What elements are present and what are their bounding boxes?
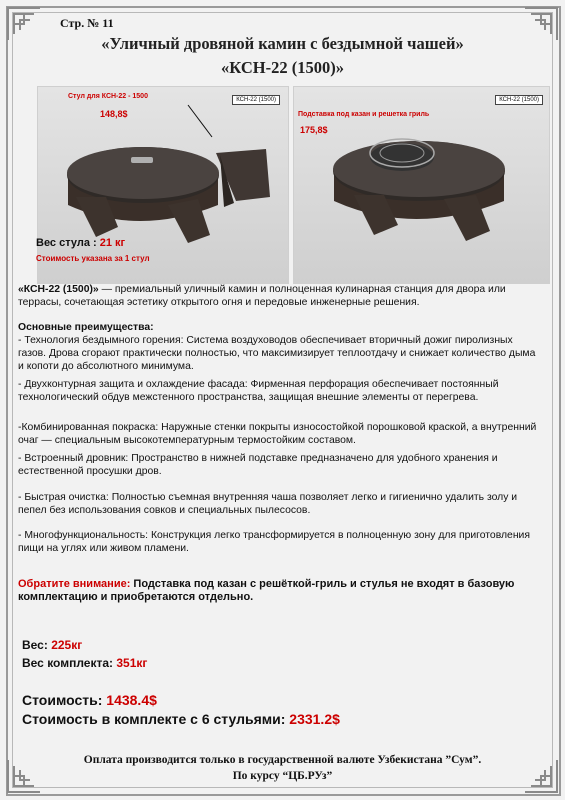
price-label: Стоимость: <box>22 692 107 708</box>
chair-price-note: Стоимость указана за 1 стул <box>36 254 150 263</box>
notice <box>18 578 543 604</box>
price <box>22 692 157 708</box>
chair-weight-value: 21 кг <box>99 237 126 249</box>
page-subtitle: «КСН-22 (1500)» <box>221 58 344 77</box>
model-box: КСН-22 (1500) <box>495 95 543 105</box>
chair-price: 148,8$ <box>100 109 128 119</box>
page-title: «Уличный дровяной камин с бездымной чашей» <box>101 34 464 53</box>
advantage-item: -Комбинированная покраска: Наружные стенки покрыты износостойкой порошковой краской, а внутренний очаг — специальным высокотемпературным термостойким составом. <box>18 422 537 446</box>
page-number: Стр. № 11 <box>60 16 114 30</box>
chair-weight-label: Вес стула : <box>36 237 100 249</box>
payment-note: Оплата производится только в государственной валюте Узбекистана ”Сум”. <box>83 754 482 766</box>
advantage-item: - Технология бездымного горения: Система воздуховодов обеспечивает вторичный дожиг пиролизных газов. Дрова сгорают практически полностью, что максимизирует теплоотдачу и снижает количество дыма и копоти до абсолютного минимума. <box>18 335 536 372</box>
intro-paragraph <box>18 283 543 309</box>
notice-label: Обратите внимание: <box>18 578 131 590</box>
chair-label: Стул для КСН-22 - 1500 <box>68 93 148 100</box>
kit-price-label: Стоимость в комплекте с 6 стульями: <box>22 711 290 727</box>
weight-value: 225кг <box>51 638 83 652</box>
advantages-heading: Основные преимущества: <box>18 322 154 333</box>
notice-text: Подставка под казан с решёткой-гриль и стулья не входят в базовую комплектацию и приобретаются отдельно. <box>18 578 515 603</box>
kit-weight <box>22 656 147 670</box>
grill-stand-price: 175,8$ <box>300 125 328 135</box>
weight <box>22 638 82 652</box>
price-value: 1438.4$ <box>106 692 157 708</box>
kit-price <box>22 711 340 727</box>
kit-weight-value: 351кг <box>116 656 148 670</box>
advantage-item: - Быстрая очистка: Полностью съемная внутренняя чаша позволяет легко и гигиенично удалить золу и пепел без использования совков и специальных пылесосов. <box>18 492 518 516</box>
advantage-item: - Встроенный дровник: Пространство в нижней подставке предназначено для удобного хранения и естественной просушки дров. <box>18 453 498 477</box>
kit-price-value: 2331.2$ <box>289 711 340 727</box>
advantage-item: - Многофункциональность: Конструкция легко трансформируется в полноценную зону для приготовления пищи на углях или живом пламени. <box>18 530 530 554</box>
chair-weight <box>36 237 125 249</box>
product-image-with-grill <box>293 86 550 284</box>
grill-stand-label: Подставка под казан и решетка гриль <box>298 111 430 118</box>
exchange-rate-note: По курсу “ЦБ.РУз” <box>232 770 333 782</box>
advantage-item: - Двухконтурная защита и охлаждение фасада: Фирменная перфорация обеспечивает постоянный технологический обдув межстенного пространства, защищая внешние элементы от перегрева. <box>18 379 499 403</box>
weight-label: Вес: <box>22 638 52 652</box>
intro-text: — премиальный уличный камин и полноценная кулинарная станция для двора или террасы, сочетающая эстетику открытого огня и передовые инженерные решения. <box>18 284 506 308</box>
kit-weight-label: Вес комплекта: <box>22 656 117 670</box>
model-box: КСН-22 (1500) <box>232 95 280 105</box>
intro-model-name: «КСН-22 (1500)» <box>18 284 99 295</box>
